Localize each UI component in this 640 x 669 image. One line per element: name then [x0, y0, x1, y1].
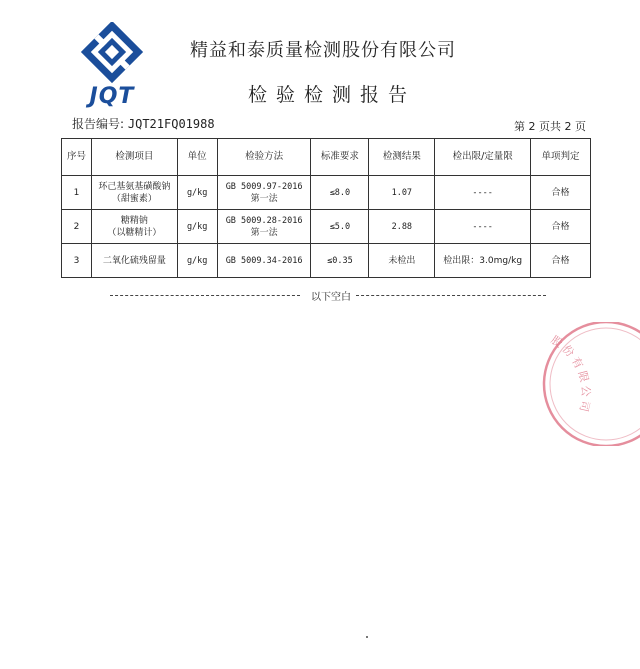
cell-item-main: 环己基氨基磺酸钠	[98, 181, 171, 192]
header-no: 序号	[62, 139, 92, 176]
header-item: 检测项目	[91, 139, 177, 176]
header-standard: 标准要求	[311, 139, 369, 176]
cell-no: 2	[62, 210, 92, 244]
cell-method: GB 5009.34-2016	[217, 244, 311, 278]
cell-standard: ≤5.0	[311, 210, 369, 244]
header-result: 检测结果	[369, 139, 435, 176]
company-seal-stamp-icon	[520, 322, 640, 446]
header-method: 检验方法	[217, 139, 311, 176]
report-title: 检验检测报告	[248, 84, 417, 106]
cell-standard: ≤8.0	[311, 176, 369, 210]
cell-method	[217, 176, 311, 210]
cell-method-sub: 第一法	[250, 227, 278, 238]
cell-method-main: GB 5009.97-2016	[225, 181, 303, 192]
results-table	[61, 138, 591, 278]
cell-method	[217, 210, 311, 244]
seal-text: 股份有限公司	[548, 333, 593, 416]
cell-method-main: GB 5009.28-2016	[225, 215, 303, 226]
header-unit: 单位	[177, 139, 217, 176]
cell-result: 1.07	[369, 176, 435, 210]
end-of-content-marker	[110, 288, 546, 302]
report-number-value: JQT21FQ01988	[127, 117, 215, 131]
cell-item-sub: （以糖精计）	[107, 227, 162, 238]
cell-item	[91, 210, 177, 244]
end-marker-text: 以下空白	[311, 292, 351, 303]
cell-no: 1	[62, 176, 92, 210]
cell-no: 3	[62, 244, 92, 278]
cell-judgment: 合格	[531, 176, 591, 210]
cell-result: 2.88	[369, 210, 435, 244]
cell-unit: g/kg	[177, 210, 217, 244]
cell-judgment: 合格	[531, 210, 591, 244]
cell-item-sub: （甜蜜素）	[111, 193, 157, 204]
page-info: 第 2 页共 2 页	[514, 120, 586, 133]
table-row	[62, 210, 591, 244]
logo-text: JQT	[89, 84, 135, 109]
cell-item: 二氧化硫残留量	[91, 244, 177, 278]
table-header-row	[62, 139, 591, 176]
cell-unit: g/kg	[177, 176, 217, 210]
cell-standard: ≤0.35	[311, 244, 369, 278]
cell-limit: ----	[435, 176, 531, 210]
svg-text:股份有限公司	[548, 333, 592, 416]
table-row	[62, 176, 591, 210]
cell-limit: 检出限：3.0mg/kg	[435, 244, 531, 278]
report-number-label: 报告编号:	[72, 117, 125, 131]
end-divider-left	[110, 295, 300, 296]
cell-limit: ----	[435, 210, 531, 244]
cell-judgment: 合格	[531, 244, 591, 278]
header-limit: 检出限/定量限	[435, 139, 531, 176]
end-divider-right	[356, 295, 546, 296]
scan-dot	[366, 636, 368, 638]
cell-item	[91, 176, 177, 210]
header-judgment: 单项判定	[531, 139, 591, 176]
cell-result: 未检出	[369, 244, 435, 278]
report-number	[72, 115, 215, 132]
cell-method-sub: 第一法	[250, 193, 278, 204]
company-name: 精益和泰质量检测股份有限公司	[190, 40, 456, 61]
cell-item-main: 糖精钠	[120, 215, 148, 226]
cell-unit: g/kg	[177, 244, 217, 278]
table-row	[62, 244, 591, 278]
